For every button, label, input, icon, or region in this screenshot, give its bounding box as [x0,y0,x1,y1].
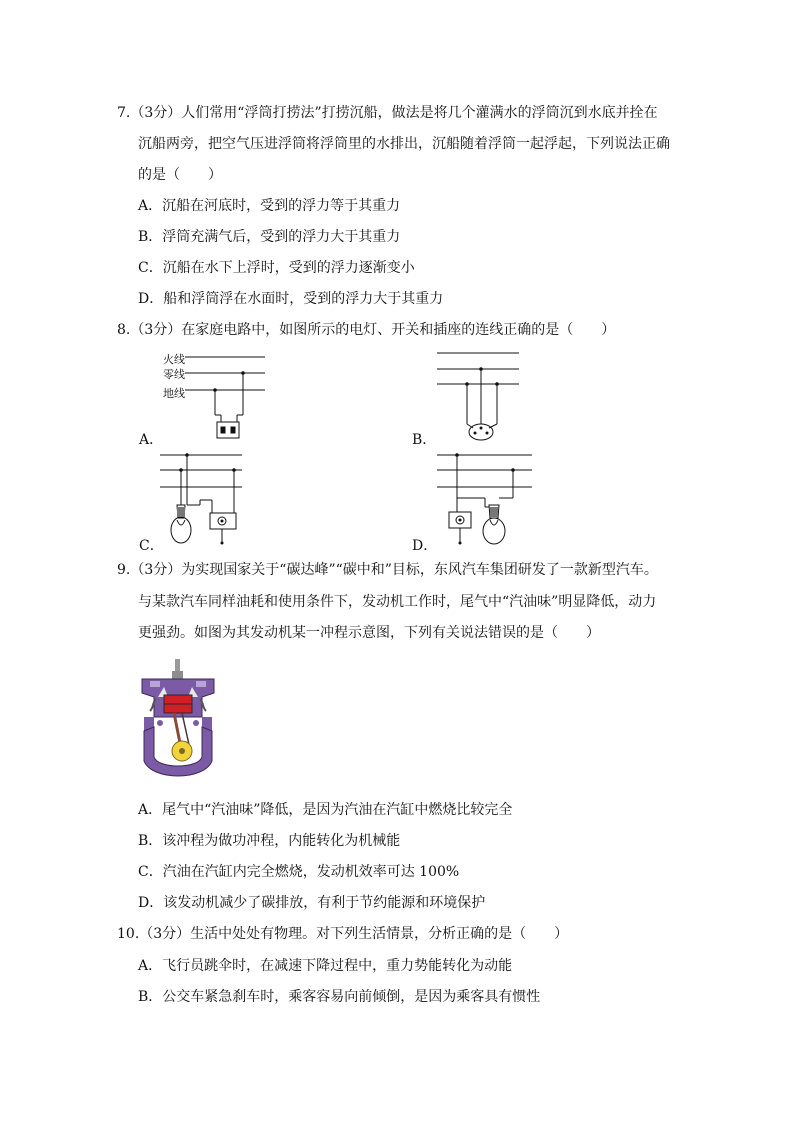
q10-line-1 [117,925,568,943]
circuit-diagram-d [437,450,547,550]
q7-stem-1: 人们常用“浮筒打捞法”打捞沉船，做法是将几个灌满水的浮筒沉到水底并拴在 [181,105,658,121]
q7-stem-3: 的是（ ） [138,167,222,183]
q10-score: （3分） [139,926,191,942]
q8-score: （3分） [130,322,182,338]
q9-option-d: D．该发动机减少了碳排放，有利于节约能源和环境保护 [138,895,486,911]
zero-wire-label: 零线 [163,368,185,381]
q9-stem-3: 更强劲。如图为其发动机某一冲程示意图，下列有关说法错误的是（ ） [138,625,600,641]
q9-option-c: C．汽油在汽缸内完全燃烧，发动机效率可达 100% [138,864,460,880]
q8-line-1 [117,321,615,339]
q9-stem-1: 为实现国家关于“碳达峰”“碳中和”目标，东风汽车集团研发了一款新型汽车。 [181,562,658,578]
q7-option-c: C．沉船在水下上浮时，受到的浮力逐渐变小 [138,260,415,276]
q7-line-1 [117,104,658,122]
q10-number: 10. [117,926,140,942]
ground-wire-label: 地线 [163,387,185,400]
q8-option-b-label: B． [412,432,437,448]
q8-option-c-label: C． [139,538,164,554]
q9-option-b: B．该冲程为做功冲程，内能转化为机械能 [138,833,401,849]
q7-option-a: A．沉船在河底时，受到的浮力等于其重力 [138,198,401,214]
q9-score: （3分） [130,562,182,578]
q8-option-a-label: A． [139,432,164,448]
q7-score: （3分） [130,105,182,121]
circuit-diagram-a [185,350,315,445]
engine-stroke-diagram [138,657,218,782]
q7-option-b: B．浮筒充满气后，受到的浮力大于其重力 [138,229,401,245]
q9-line-1 [117,561,658,579]
q7-stem-2: 沉船两旁，把空气压进浮筒将浮筒里的水排出，沉船随着浮筒一起浮起，下列说法正确 [138,136,670,152]
circuit-diagram-b [437,348,527,443]
q8-number: 8. [117,322,131,338]
q9-number: 9. [117,562,131,578]
q9-option-a: A．尾气中“汽油味”降低，是因为汽油在汽缸中燃烧比较完全 [138,802,513,818]
q8-option-d-label: D． [412,538,438,554]
q8-stem-1: 在家庭电路中，如图所示的电灯、开关和插座的连线正确的是（ ） [181,322,616,338]
q9-stem-2: 与某款汽车同样油耗和使用条件下，发动机工作时，尾气中“汽油味”明显降低，动力 [138,594,657,610]
q7-option-d: D．船和浮筒浮在水面时，受到的浮力大于其重力 [138,291,444,307]
q10-option-b: B．公交车紧急刹车时，乘客容易向前倾倒，是因为乘客具有惯性 [138,989,541,1005]
q10-stem-1: 生活中处处有物理。对下列生活情景，分析正确的是（ ） [190,926,569,942]
fire-wire-label: 火线 [163,353,185,366]
circuit-diagram-c [160,450,270,550]
q10-option-a: A．飞行员跳伞时，在减速下降过程中，重力势能转化为动能 [138,958,513,974]
q7-number: 7. [117,105,131,121]
